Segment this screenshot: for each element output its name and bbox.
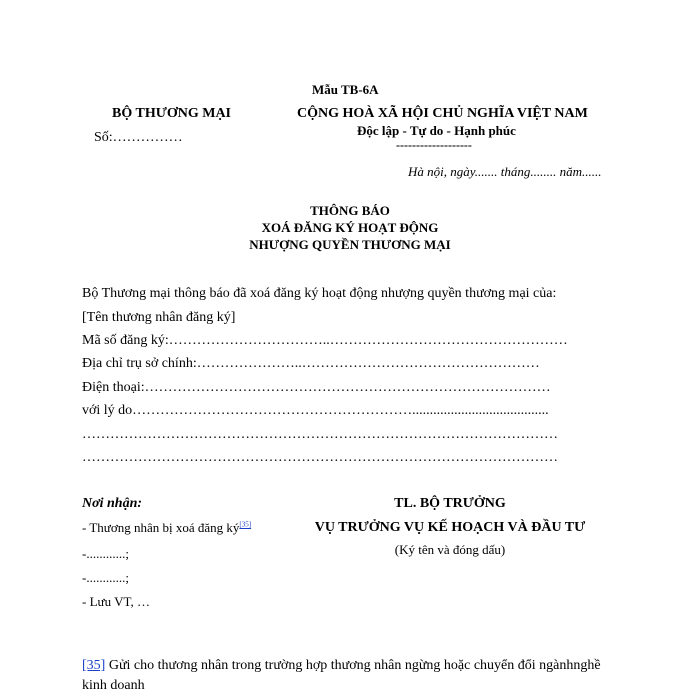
form-code: Mẫu TB-6A — [312, 82, 379, 97]
phone-line: Điện thoại:…………………………………………………………………………… — [82, 380, 551, 395]
document-title-3: NHƯỢNG QUYỀN THƯƠNG MẠI — [249, 237, 451, 252]
recipient-item-1-text: - Thương nhân bị xoá đăng ký — [82, 520, 240, 535]
document-title-2: XOÁ ĐĂNG KÝ HOẠT ĐỘNG — [261, 220, 439, 235]
footnote-ref-link[interactable]: [35] — [239, 520, 252, 529]
recipient-item-3: -............; — [82, 570, 129, 585]
ministry-name: BỘ THƯƠNG MẠI — [112, 106, 232, 121]
national-motto: Độc lập - Tự do - Hạnh phúc — [357, 123, 516, 138]
registration-number-line: Mã số đăng ký:……………………………..…………………………………………… — [82, 333, 568, 348]
place-and-date: Hà nội, ngày....... tháng........ năm...... — [408, 164, 602, 179]
motto-underline: ------------------- — [396, 138, 472, 152]
reason-line: với lý do……………………………………………………....................................... — [82, 403, 549, 418]
signer-title: TL. BỘ TRƯỞNG — [394, 496, 506, 511]
footnote — [82, 658, 601, 674]
footnote-text-2: kinh doanh — [82, 678, 145, 693]
footnote-text-1: Gửi cho thương nhân trong trường hợp thương nhân ngừng hoặc chuyển đổi ngànhnghề — [105, 658, 601, 673]
signer-department: VỤ TRƯỞNG VỤ KẾ HOẠCH VÀ ĐẦU TƯ — [314, 520, 586, 535]
footnote-ref[interactable]: [35] — [82, 658, 106, 673]
merchant-name: [Tên thương nhân đăng ký] — [82, 310, 236, 325]
recipient-item-1 — [82, 520, 251, 536]
recipients-heading: Nơi nhận: — [82, 496, 143, 511]
signature-note: (Ký tên và đóng dấu) — [394, 542, 506, 557]
recipient-item-4: - Lưu VT, … — [82, 594, 150, 609]
blank-line-2: ………………………………………………………………………………………… — [82, 450, 558, 465]
blank-line-1: ………………………………………………………………………………………… — [82, 427, 558, 442]
recipient-item-2: -............; — [82, 546, 129, 561]
document-title-1: THÔNG BÁO — [310, 203, 390, 218]
intro-text: Bộ Thương mại thông báo đã xoá đăng ký hoạt động nhượng quyền thương mại của: — [82, 286, 557, 301]
address-line: Địa chỉ trụ sở chính:…………………..…………………………………………… — [82, 356, 540, 371]
document-number: Số:…………… — [94, 130, 183, 145]
country-name: CỘNG HOÀ XÃ HỘI CHỦ NGHĨA VIỆT NAM — [297, 106, 588, 121]
